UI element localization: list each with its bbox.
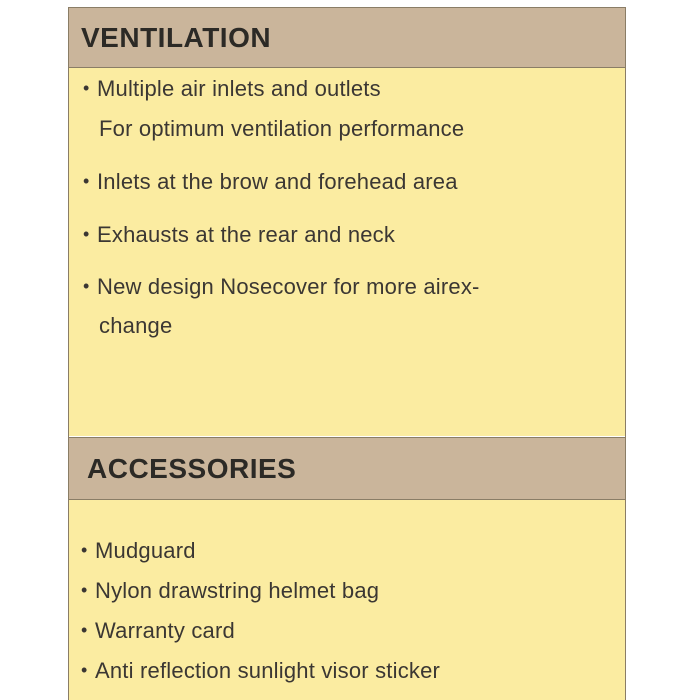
accessories-title: ACCESSORIES <box>87 452 297 484</box>
list-item: • Inlets at the brow and forehead area <box>83 169 458 194</box>
accessories-list <box>69 500 625 700</box>
accessories-header <box>69 437 625 500</box>
bullet-icon: • <box>83 78 90 98</box>
bullet-icon: • <box>83 224 90 244</box>
ventilation-section <box>68 7 626 437</box>
bullet-icon: • <box>81 580 88 600</box>
list-item: • Warranty card <box>81 618 235 643</box>
list-item-continuation: For optimum ventilation performance <box>99 116 465 141</box>
list-item: • New design Nosecover for more airex- <box>83 274 480 299</box>
list-item: • Multiple air inlets and outlets <box>83 76 381 101</box>
bullet-icon: • <box>81 660 88 680</box>
bullet-icon: • <box>81 540 88 560</box>
bullet-icon: • <box>83 171 90 191</box>
list-item: • Exhausts at the rear and neck <box>83 222 396 247</box>
ventilation-title: VENTILATION <box>81 21 272 53</box>
list-item: • Anti reflection sunlight visor sticker <box>81 658 441 683</box>
list-item: • Mudguard <box>81 538 196 563</box>
ventilation-list <box>69 68 625 436</box>
bullet-icon: • <box>81 620 88 640</box>
list-item-continuation: change <box>99 313 173 338</box>
list-item: • Nylon drawstring helmet bag <box>81 578 380 603</box>
accessories-section <box>68 437 626 700</box>
ventilation-header <box>69 8 625 68</box>
bullet-icon: • <box>83 276 90 296</box>
